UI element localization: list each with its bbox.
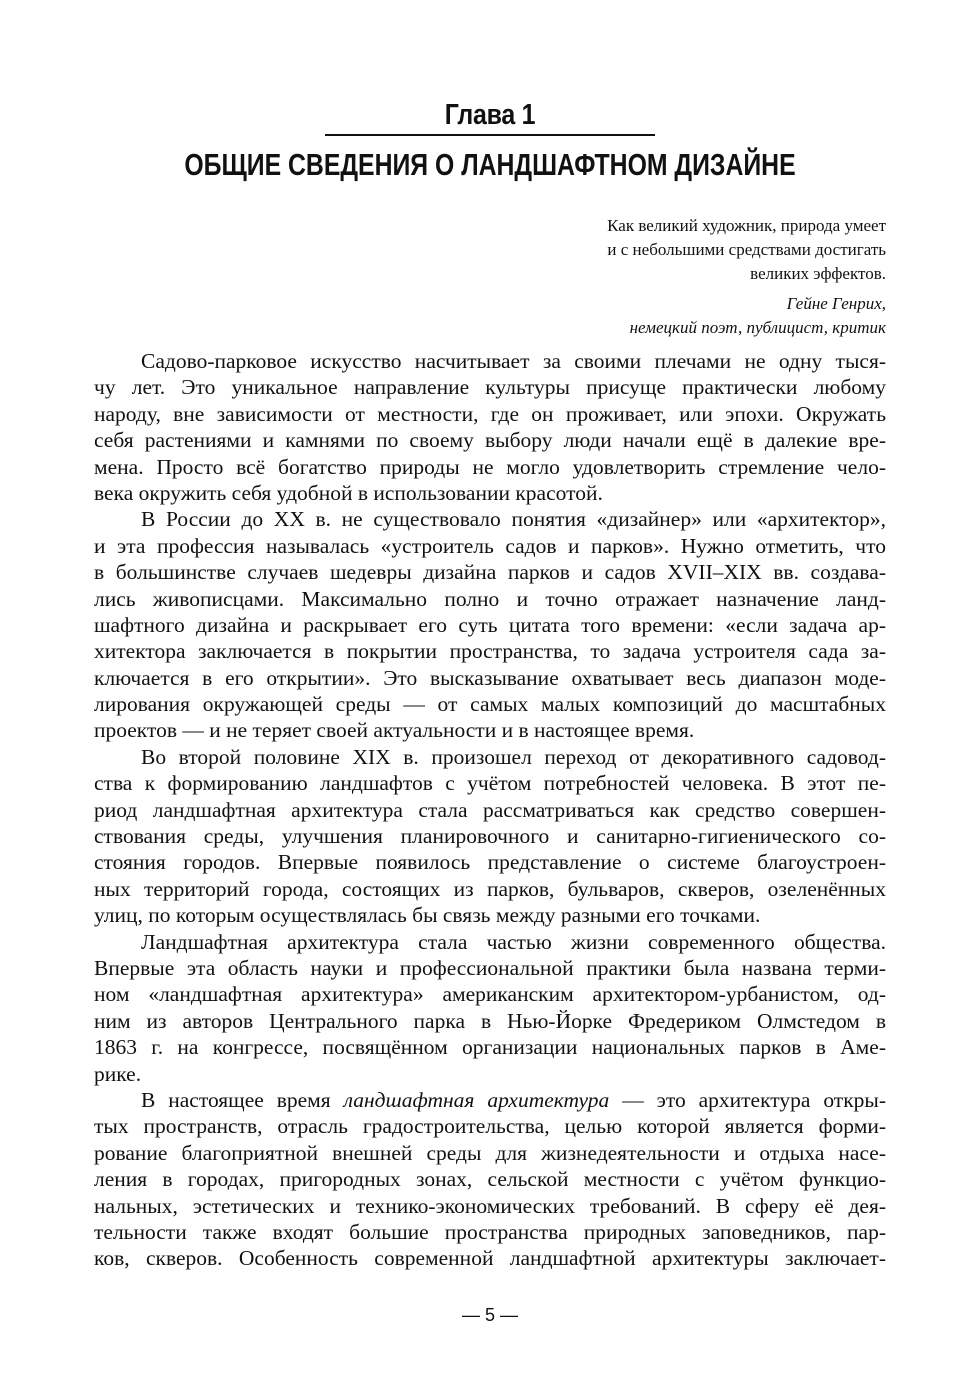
text-line: проектов — и не теряет своей актуальности и в настоящее время.: [94, 718, 695, 743]
text-line: ных территорий города, состоящих из парков, бульваров, скверов, озеленённых: [94, 876, 886, 901]
text-line: стояния городов. Впервые появилось представление о системе благоустроен-: [94, 850, 886, 875]
text-line: Впервые эта область науки и профессиональной практики была названа терми-: [94, 955, 886, 980]
chapter-divider: [325, 134, 655, 136]
epigraph-author: Гейне Генрих,: [786, 294, 886, 313]
text-line: Во второй половине XIX в. произошел переход от декоративного садовод-: [141, 744, 886, 769]
text-line: себя растениями и камнями по своему выбору люди начали ещё в далекие вре-: [94, 428, 886, 453]
text-line: ствования среды, улучшения планировочного и санитарно-гигиенического со-: [94, 824, 886, 849]
text-line: лись живописцами. Максимально полно и точно отражает назначение ланд-: [94, 586, 886, 611]
text-line: ления в городах, пригородных зонах, сельской местности с учётом функцио-: [94, 1167, 886, 1192]
text-line: В России до XX в. не существовало понятия «дизайнер» или «архитектор»,: [141, 507, 886, 532]
chapter-label: Глава 1: [444, 99, 536, 131]
text-line: ключается в его открытии». Это высказывание охватывает весь диапазон моде-: [94, 665, 886, 690]
epigraph-quote-line: великих эффектов.: [750, 264, 886, 283]
text-line: и эта профессия называлась «устроитель садов и парков». Нужно отметить, что: [94, 533, 886, 558]
term-emphasis: ландшафтная архитектура: [343, 1087, 610, 1112]
text-line: рике.: [94, 1061, 142, 1086]
epigraph-quote-line: Как великий художник, природа умеет: [607, 216, 886, 235]
text-line: шафтного дизайна и раскрывает его суть цитата того времени: «если задача ар-: [94, 612, 886, 637]
text-line: [94, 1087, 886, 1113]
text-line: Садово-парковое искусство насчитывает за своими плечами не одну тыся-: [141, 349, 886, 373]
text-line: века окружить себя удобной в использовании красотой.: [94, 480, 603, 505]
text-line: риод ландшафтная архитектура стала рассматриваться как средство совершен-: [94, 797, 886, 822]
epigraph-attribution: [466, 292, 886, 340]
text-line: мена. Просто всё богатство природы не могло удовлетворить стремление чело-: [94, 454, 886, 479]
text-line: ков, скверов. Особенность современной ландшафтной архитектуры заключает-: [94, 1246, 886, 1271]
epigraph-quote-line: и с небольшими средствами достигать: [607, 240, 886, 259]
text-line: рование благоприятной внешней среды для жизнедеятельности и отдыха насе-: [94, 1140, 886, 1165]
text-line: 1863 г. на конгрессе, посвящённом организации национальных парков в Аме-: [94, 1035, 886, 1060]
text-run: В настоящее время: [141, 1087, 344, 1112]
text-line: нальных, эстетических и технико-экономических требований. В сферу её дея-: [94, 1193, 886, 1218]
epigraph: [466, 214, 886, 340]
page-number: — 5 —: [461, 1305, 518, 1325]
text-line: Ландшафтная архитектура стала частью жизни современного общества.: [141, 929, 886, 954]
text-line: улиц, по которым осуществлялась бы связь между разными его точками.: [94, 903, 761, 928]
text-line: тельности также входят большие пространства природных заповедников, пар-: [94, 1219, 886, 1244]
text-line: в большинстве случаев шедевры дизайна парков и садов XVII–XIX вв. создава-: [94, 560, 886, 585]
text-line: ства к формированию ландшафтов с учётом потребностей человека. В этот пе-: [94, 771, 886, 796]
text-run: — это архитектура откры-: [609, 1087, 886, 1112]
text-line: ним из авторов Центрального парка в Нью-Йорке Фредериком Олмстедом в: [94, 1008, 886, 1033]
text-line: хитектора заключается в покрытии пространства, то задача устроителя сада за-: [94, 639, 886, 664]
epigraph-author-role: немецкий поэт, публицист, критик: [629, 318, 886, 337]
text-line: ном «ландшафтная архитектура» американским архитектором-урбанистом, од-: [94, 982, 886, 1007]
text-line: чу лет. Это уникальное направление культуры присуще практически любому: [94, 375, 886, 400]
text-line: тых пространств, отрасль градостроительства, целью которой является форми-: [94, 1114, 886, 1139]
text-line: лирования окружающей среды — от самых малых композиций до масштабных: [94, 692, 886, 717]
text-line: народу, вне зависимости от местности, где он проживает, или эпохи. Окружать: [94, 401, 886, 426]
body-text: [94, 348, 886, 1272]
chapter-title: ОБЩИЕ СВЕДЕНИЯ О ЛАНДШАФТНОМ ДИЗАЙНЕ: [184, 147, 796, 182]
